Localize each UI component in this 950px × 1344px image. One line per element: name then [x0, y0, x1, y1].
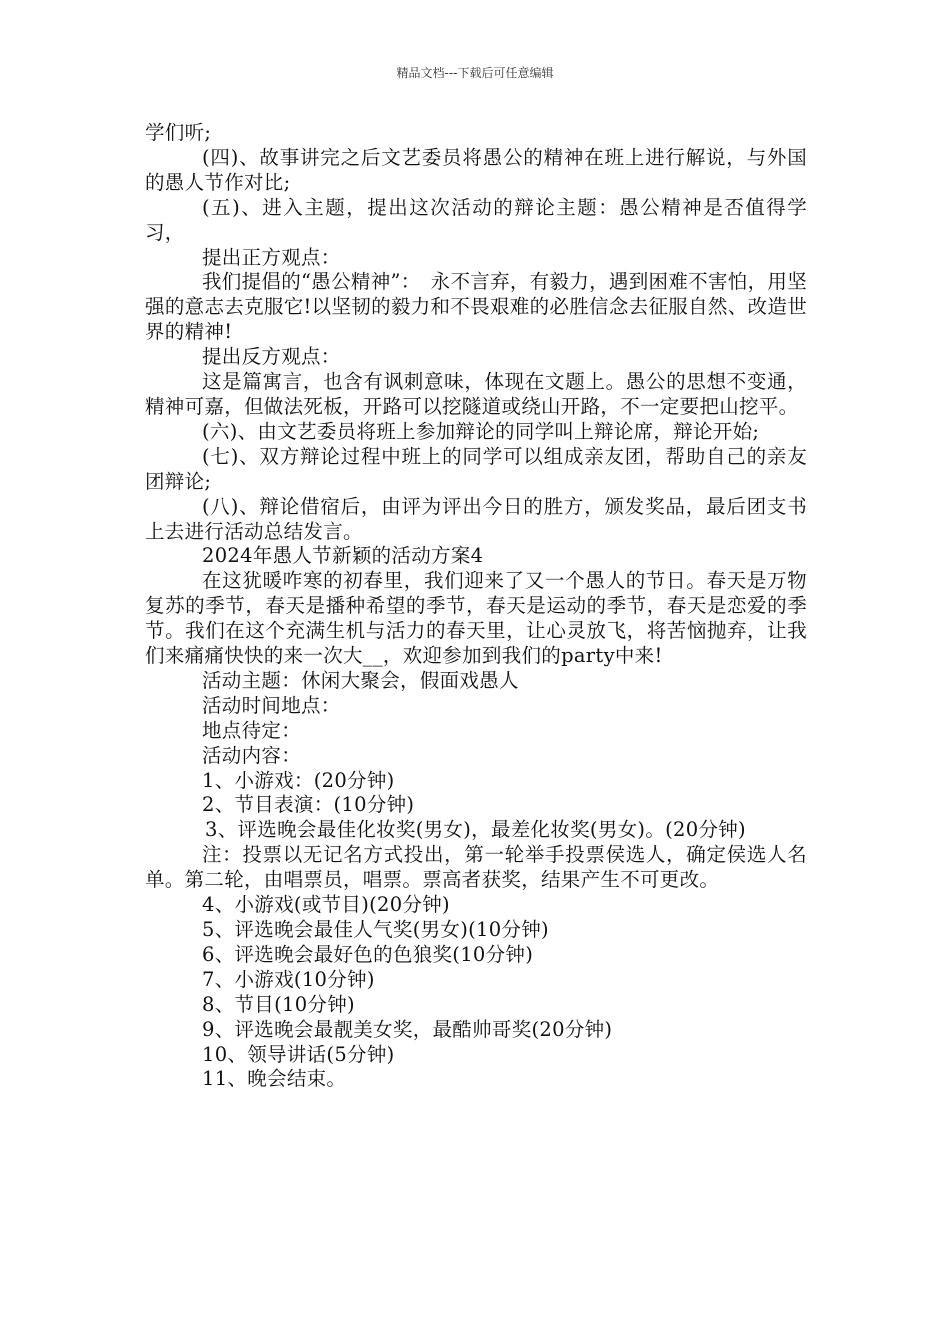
- list-item: 11、晚会结束。: [202, 1067, 347, 1091]
- list-item: 1、小游戏：(20分钟): [202, 768, 395, 792]
- list-item: 9、评选晚会最靓美女奖，最酷帅哥奖(20分钟): [202, 1017, 613, 1041]
- paragraph: (八)、辩论借宿后，由评为评出今日的胜方，颁发奖品，最后团支书上去进行活动总结发言。: [145, 494, 807, 543]
- paragraph: (四)、故事讲完之后文艺委员将愚公的精神在班上进行解说，与外国的愚人节作对比;: [145, 145, 807, 194]
- section-heading: 2024年愚人节新颖的活动方案4: [202, 544, 484, 568]
- paragraph: 活动主题：休闲大聚会，假面戏愚人: [202, 668, 519, 692]
- paragraph: 提出反方观点：: [202, 345, 341, 369]
- list-item: 5、评选晚会最佳人气奖(男女)(10分钟): [202, 918, 549, 941]
- paragraph: 活动时间地点：: [202, 693, 341, 717]
- paragraph: 学们听;: [145, 121, 212, 144]
- paragraph: (五)、进入主题，提出这次活动的辩论主题：愚公精神是否值得学习，: [145, 195, 807, 244]
- list-item: 4、小游戏(或节目)(20分钟): [202, 893, 450, 917]
- paragraph: 地点待定：: [202, 718, 302, 742]
- paragraph: 注：投票以无记名方式投出，第一轮举手投票侯选人，确定侯选人名单。第二轮，由唱票员，唱票。票高者获奖，结果产生不可更改。: [145, 843, 807, 892]
- list-item: 7、小游戏(10分钟): [202, 967, 375, 991]
- paragraph: (六)、由文艺委员将班上参加辩论的同学叫上辩论席，辩论开始;: [202, 419, 760, 443]
- list-item: 8、节目(10分钟): [202, 992, 355, 1016]
- paragraph: 在这犹暖咋寒的初春里，我们迎来了又一个愚人的节日。春天是万物复苏的季节，春天是播种希望的季节，春天是运动的季节，春天是恋爱的季节。我们在这个充满生机与活力的春天里，让心灵放飞，将苦恼抛弃，让我们来痛痛快快的来一次大__，欢迎参加到我们的party中来!: [145, 569, 807, 668]
- page-header: 精品文档---下载后可任意编辑: [396, 66, 554, 80]
- list-item: 2、节目表演：(10分钟): [202, 793, 415, 817]
- paragraph: (七)、双方辩论过程中班上的同学可以组成亲友团，帮助自己的亲友团辩论;: [145, 444, 807, 493]
- list-item: 3、评选晚会最佳化妆奖(男女)，最差化妆奖(男女)。(20分钟): [205, 818, 746, 842]
- document-body: [145, 121, 807, 1092]
- list-item: 6、评选晚会最好色的色狼奖(10分钟): [202, 942, 534, 966]
- paragraph: 提出正方观点：: [202, 245, 341, 269]
- list-item: 10、领导讲话(5分钟): [202, 1042, 395, 1066]
- paragraph: 这是篇寓言，也含有讽刺意味，体现在文题上。愚公的思想不变通，精神可嘉，但做法死板，开路可以挖隧道或绕山开路，不一定要把山挖平。: [145, 370, 807, 418]
- paragraph: 我们提倡的“愚公精神”： 永不言弃，有毅力，遇到困难不害怕，用坚强的意志去克服它!以坚韧的毅力和不畏艰难的必胜信念去征服自然、改造世界的精神!: [145, 270, 807, 344]
- paragraph: 活动内容：: [202, 743, 302, 767]
